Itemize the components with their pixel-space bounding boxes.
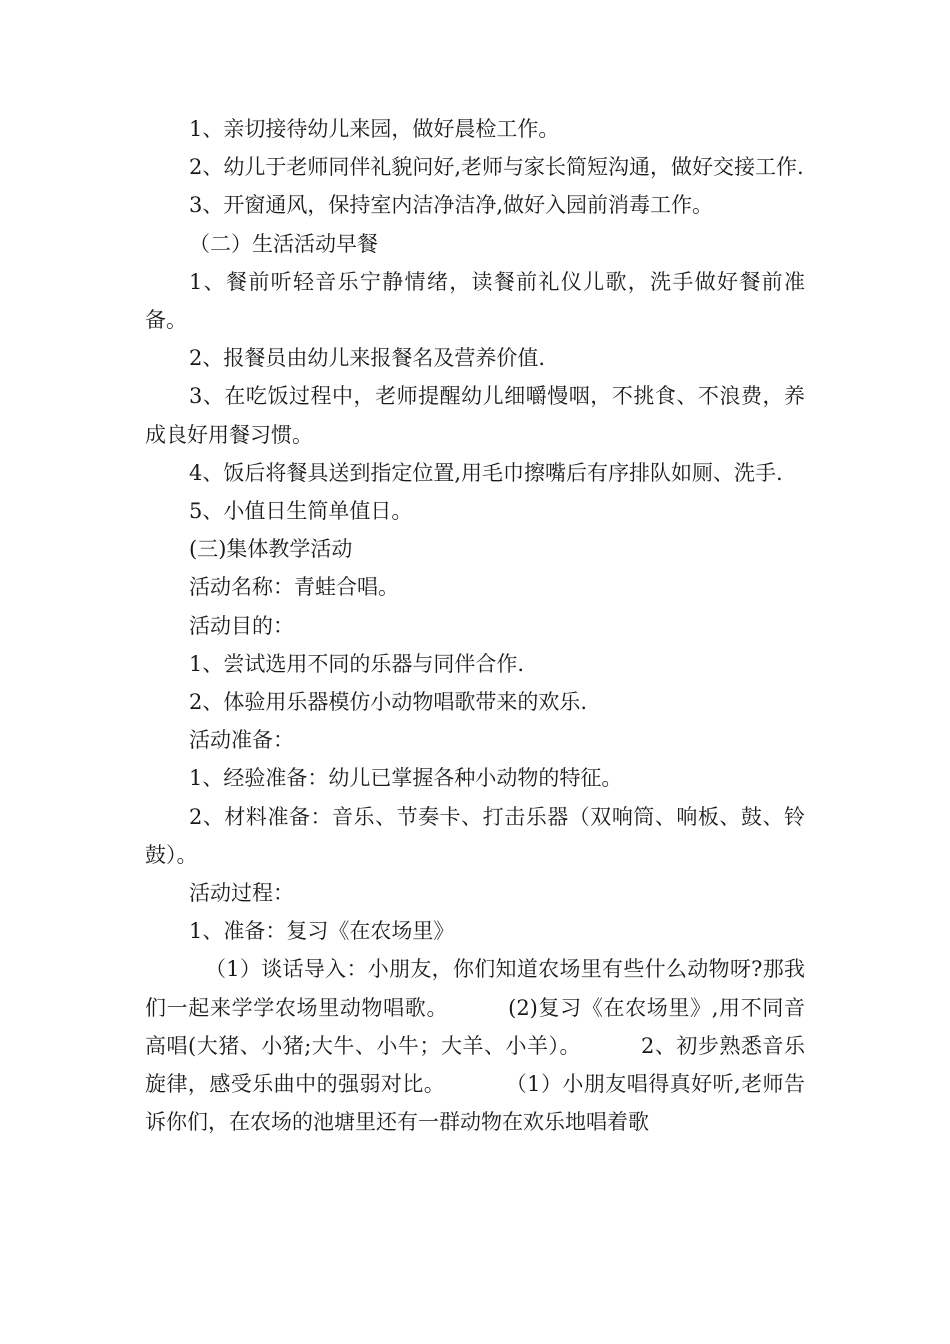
paragraph: 2、报餐员由幼儿来报餐名及营养价值. xyxy=(189,346,546,371)
paragraph: 3、在吃饭过程中，老师提醒幼儿细嚼慢咽，不挑食、不浪费，养成良好用餐习惯。 xyxy=(145,384,805,447)
paragraph-run-on xyxy=(145,950,805,1141)
document-page xyxy=(145,110,805,1141)
paragraph: 1、尝试选用不同的乐器与同伴合作. xyxy=(189,651,525,676)
paragraph: 5、小值日生简单值日。 xyxy=(189,499,413,524)
sentence: （1）小朋友唱得真好听,老师告诉你们，在农场的池塘里还有一群动物在欢乐地唱着歌 xyxy=(145,1072,806,1135)
paragraph: 1、准备：复习《在农场里》 xyxy=(189,919,455,944)
sentence: （1）谈话导入：小朋友，你们知道农场里有些什么动物呀?那我们一起来学学农场里动物唱歌。 xyxy=(145,957,805,1020)
paragraph: 活动准备： xyxy=(189,728,294,753)
sentence: 2、初步熟悉音乐旋律，感受乐曲中的强弱对比。 xyxy=(145,1033,805,1097)
paragraph: 2、体验用乐器模仿小动物唱歌带来的欢乐. xyxy=(189,690,588,715)
section-heading: （二）生活活动早餐 xyxy=(189,231,378,256)
section-heading: (三)集体教学活动 xyxy=(189,537,353,562)
paragraph: 3、开窗通风，保持室内洁净洁净,做好入园前消毒工作。 xyxy=(189,193,714,218)
paragraph: 活动名称：青蛙合唱。 xyxy=(189,575,399,600)
sentence: (2)复习《在农场里》,用不同音高唱(大猪、小猪;大牛、小牛；大羊、小羊）。 xyxy=(145,995,806,1058)
paragraph: 2、材料准备：音乐、节奏卡、打击乐器（双响筒、响板、鼓、铃鼓）。 xyxy=(145,804,805,867)
paragraph: 4、饭后将餐具送到指定位置,用毛巾擦嘴后有序排队如厕、洗手. xyxy=(189,460,783,485)
paragraph: 2、幼儿于老师同伴礼貌问好,老师与家长简短沟通，做好交接工作. xyxy=(189,155,804,180)
paragraph: 活动目的： xyxy=(189,613,294,638)
paragraph: 1、经验准备：幼儿已掌握各种小动物的特征。 xyxy=(189,766,623,791)
paragraph: 1、亲切接待幼儿来园，做好晨检工作。 xyxy=(189,117,560,141)
paragraph: 1、餐前听轻音乐宁静情绪，读餐前礼仪儿歌，洗手做好餐前准备。 xyxy=(145,269,805,333)
paragraph: 活动过程： xyxy=(189,881,294,906)
